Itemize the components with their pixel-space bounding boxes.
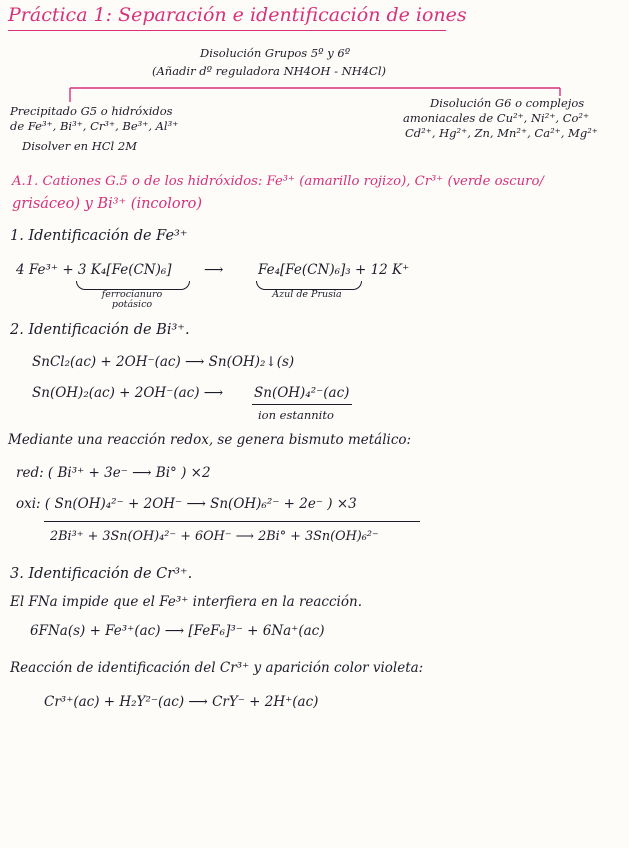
item2-eq2-label: ion estannito — [258, 408, 334, 422]
item2-sum: 2Bi³⁺ + 3Sn(OH)₄²⁻ + 6OH⁻ ⟶ 2Bi° + 3Sn(OH)₆²⁻ — [50, 529, 379, 544]
header-line-1: Disolución Grupos 5º y 6º — [200, 46, 351, 60]
left-branch-line-3: Disolver en HCl 2M — [22, 139, 137, 153]
right-branch-line-1: Disolución G6 o complejos — [430, 96, 585, 110]
header-line-2: (Añadir dº reguladora NH4OH - NH4Cl) — [152, 64, 387, 78]
section-a1-line-1: A.1. Cationes G.5 o de los hidróxidos: Fe³⁺ (amarillo rojizo), Cr³⁺ (verde oscuro/ — [12, 174, 544, 189]
item2-redox-intro: Mediante una reacción redox, se genera bismuto metálico: — [8, 432, 412, 448]
item2-oxi: oxi: ( Sn(OH)₄²⁻ + 2OH⁻ ⟶ Sn(OH)₆²⁻ + 2e⁻ ) ×3 — [16, 496, 357, 512]
item1-heading: 1. Identificación de Fe³⁺ — [10, 228, 188, 244]
item2-red: red: ( Bi³⁺ + 3e⁻ ⟶ Bi° ) ×2 — [16, 465, 211, 481]
item1-label-left: ferrocianuro potásico — [101, 289, 163, 310]
section-a1-line-2: grisáceo) y Bi³⁺ (incoloro) — [12, 196, 202, 212]
right-branch-line-3: Cd²⁺, Hg²⁺, Zn, Mn²⁺, Ca²⁺, Mg²⁺ — [405, 126, 598, 140]
item1-eq-arrow: ⟶ — [204, 262, 224, 278]
item2-eq2-left: Sn(OH)₂(ac) + 2OH⁻(ac) ⟶ — [32, 385, 224, 401]
item3-note: El FNa impide que el Fe³⁺ interfiera en la reacción. — [10, 594, 362, 610]
item3-reaction-intro: Reacción de identificación del Cr³⁺ y aparición color violeta: — [10, 660, 424, 676]
item2-eq2-underline — [252, 404, 352, 405]
right-branch-line-2: amoniacales de Cu²⁺, Ni²⁺, Co²⁺ — [403, 111, 590, 125]
item2-eq2-right: Sn(OH)₄²⁻(ac) — [254, 385, 350, 401]
item3-heading: 3. Identificación de Cr³⁺. — [10, 566, 193, 582]
item2-heading: 2. Identificación de Bi³⁺. — [10, 322, 190, 338]
item1-eq-left: 4 Fe³⁺ + 3 K₄[Fe(CN)₆] — [16, 262, 172, 278]
item1-label-right: Azul de Prusia — [272, 289, 342, 300]
item3-eq2: Cr³⁺(ac) + H₂Y²⁻(ac) ⟶ CrY⁻ + 2H⁺(ac) — [44, 694, 319, 710]
left-branch-line-1: Precipitado G5 o hidróxidos — [10, 104, 173, 118]
item2-sum-rule — [44, 521, 420, 522]
item1-eq-right: Fe₄[Fe(CN)₆]₃ + 12 K⁺ — [258, 262, 410, 278]
item3-eq1: 6FNa(s) + Fe³⁺(ac) ⟶ [FeF₆]³⁻ + 6Na⁺(ac) — [30, 623, 325, 639]
item2-eq1: SnCl₂(ac) + 2OH⁻(ac) ⟶ Sn(OH)₂↓(s) — [32, 354, 295, 370]
page-title: Práctica 1: Separación e identificación de iones — [8, 4, 467, 26]
left-branch-line-2: de Fe³⁺, Bi³⁺, Cr³⁺, Be³⁺, Al³⁺ — [10, 119, 179, 133]
